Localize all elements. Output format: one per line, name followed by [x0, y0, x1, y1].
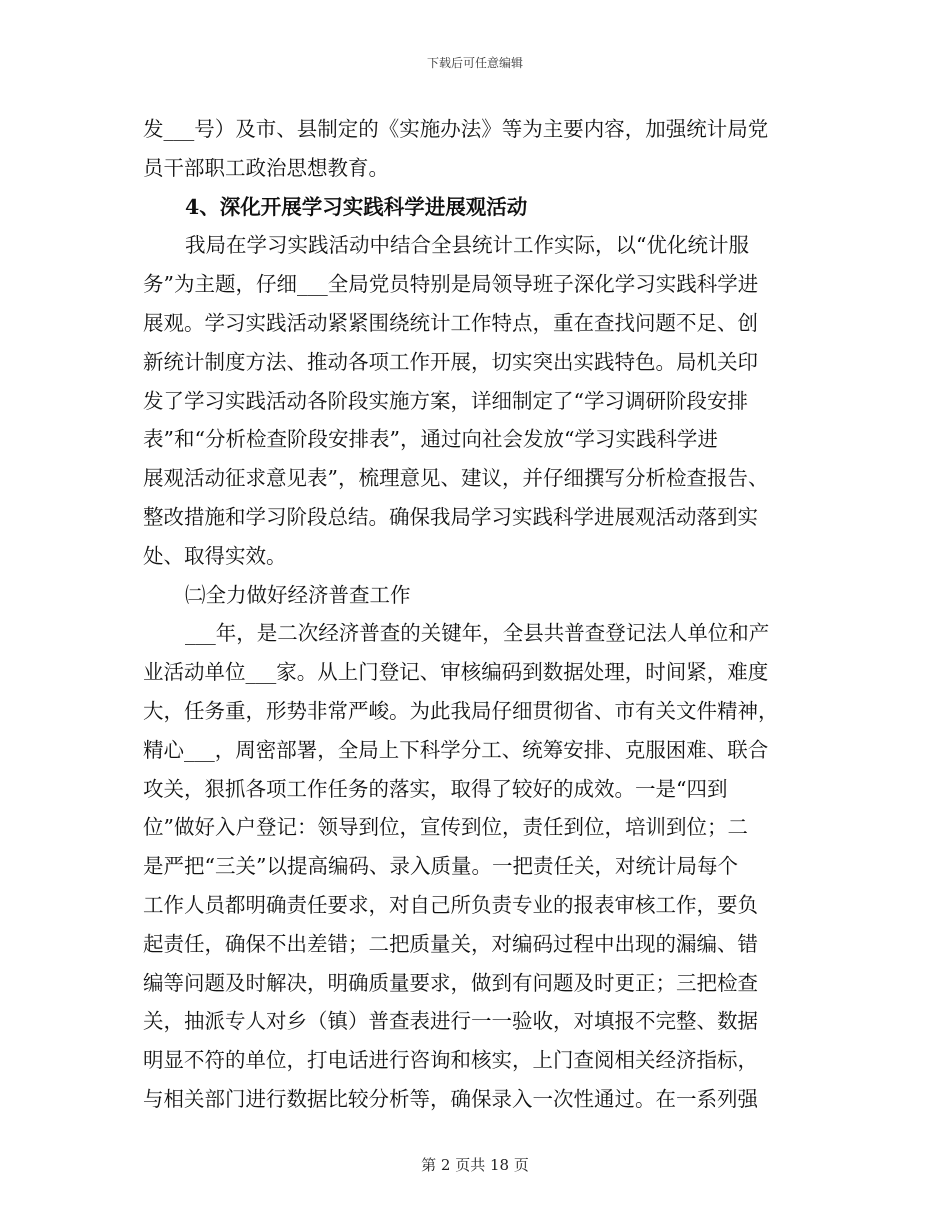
text-line: 员干部职工政治思想教育。: [143, 155, 389, 180]
text-line: 明显不符的单位，打电话进行咨询和核实，上门查阅相关经济指标，: [143, 1048, 758, 1073]
text-line: 攻关，狠抓各项工作任务的落实，取得了较好的成效。一是“四到: [143, 776, 728, 801]
text-line: 精心___，周密部署，全局上下科学分工、统筹安排、克服困难、联合: [143, 737, 769, 762]
page-footer: 第 2 页共 18 页: [421, 1156, 529, 1174]
text-line: 与相关部门进行数据比较分析等，确保录入一次性通过。在一系列强: [143, 1086, 758, 1111]
text-line: 务”为主题，仔细___全局党员特别是局领导班子深化学习实践科学进: [143, 272, 759, 297]
text-line: 业活动单位___家。从上门登记、审核编码到数据处理，时间紧，难度: [143, 660, 769, 685]
document-body: [143, 110, 813, 1119]
text-line: 编等问题及时解决，明确质量要求，做到有问题及时更正；三把检查: [143, 970, 758, 995]
text-line: 位”做好入户登记：领导到位，宣传到位，责任到位，培训到位；二: [143, 815, 748, 840]
text-line: 发___号）及市、县制定的《实施办法》等为主要内容，加强统计局党: [143, 117, 769, 141]
text-line: 大，任务重，形势非常严峻。为此我局仔细贯彻省、市有关文件精神，: [143, 698, 779, 723]
text-line: 是严把“三关”以提高编码、录入质量。一把责任关，对统计局每个: [143, 854, 738, 879]
text-line: 表”和“分析检查阶段安排表”，通过向社会发放“学习实践科学进: [143, 427, 718, 452]
paragraph-first-line: 我局在学习实践活动中结合全县统计工作实际，以“优化统计服: [185, 233, 749, 258]
text-line: 发了学习实践活动各阶段实施方案，详细制定了“学习调研阶段安排: [143, 388, 748, 413]
section-heading: 4、深化开展学习实践科学进展观活动: [185, 194, 528, 219]
paragraph-first-line: ___年，是二次经济普查的关键年，全县共普查登记法人单位和产: [185, 621, 770, 646]
subsection-heading: ㈡全力做好经济普查工作: [185, 582, 411, 607]
page-header: 下载后可任意编辑: [426, 56, 523, 70]
text-line: 新统计制度方法、推动各项工作开展，切实突出实践特色。局机关印: [143, 349, 758, 374]
text-line: 起责任，确保不出差错；二把质量关，对编码过程中出现的漏编、错: [143, 931, 758, 956]
text-line: 整改措施和学习阶段总结。确保我局学习实践科学进展观活动落到实: [143, 504, 758, 529]
text-line: 关，抽派专人对乡（镇）普查表进行一一验收，对填报不完整、数据: [143, 1009, 758, 1034]
text-line: 处、取得实效。: [143, 543, 287, 568]
text-line: 展观活动征求意见表”，梳理意见、建议，并仔细撰写分析检查报告、: [143, 466, 769, 491]
text-line: 展观。学习实践活动紧紧围绕统计工作特点，重在查找问题不足、创: [143, 310, 758, 335]
text-line: 工作人员都明确责任要求，对自己所负责专业的报表审核工作，要负: [143, 892, 758, 917]
